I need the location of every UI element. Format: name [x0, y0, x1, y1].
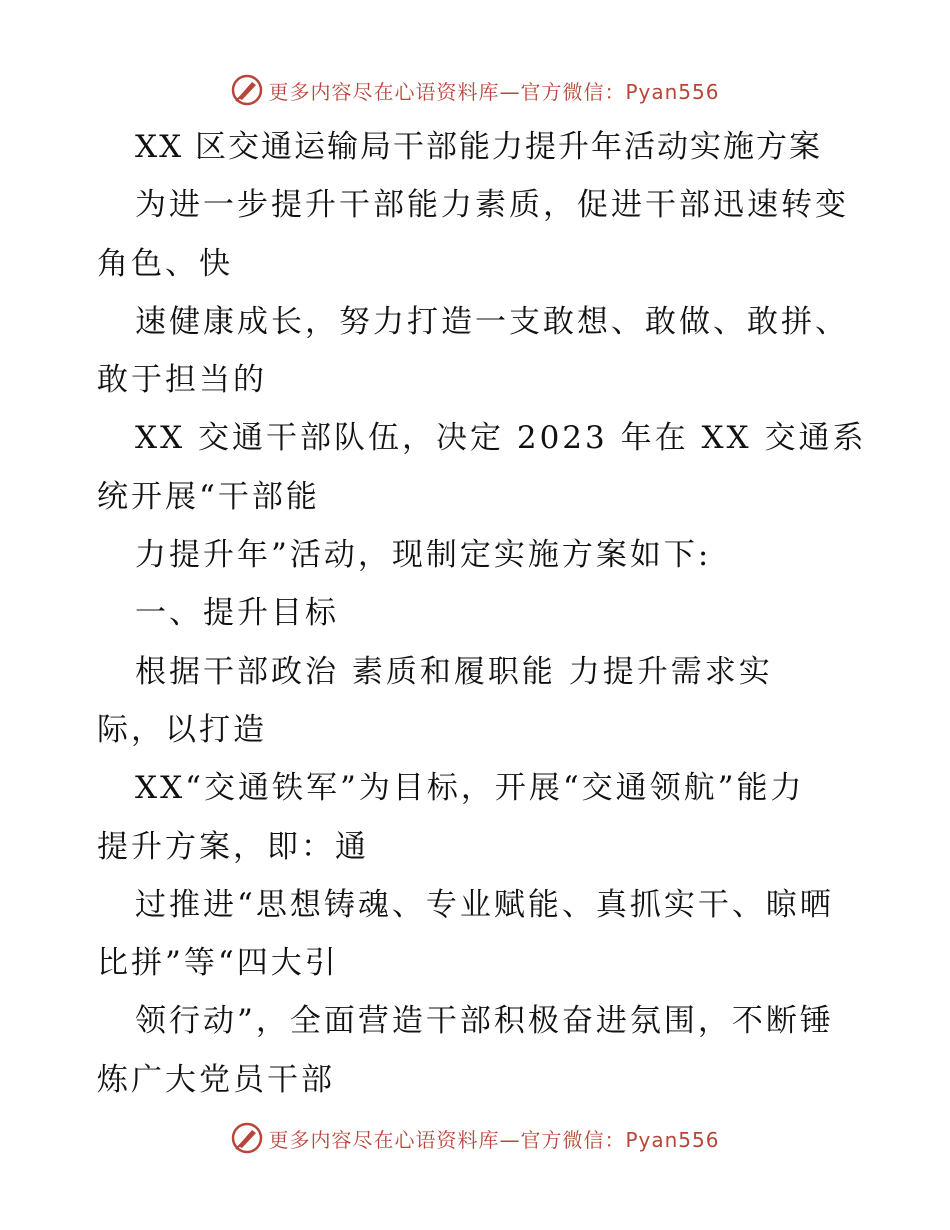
text-line: 敢于担当的 [97, 362, 267, 399]
text-line: 角色、快 [97, 245, 233, 282]
text-line: 比拼”等“四大引 [97, 945, 339, 982]
text-line: XX“交通铁军”为目标，开展“交通领航”能力 [135, 770, 805, 807]
watermark-banner-bottom [0, 1118, 950, 1158]
text-line: XX 交通干部队伍，决定 2023 年在 XX 交通系 [135, 420, 867, 457]
document-title: XX 区交通运输局干部能力提升年活动实施方案 [135, 129, 822, 165]
watermark-text: 更多内容尽在心语资料库—官方微信：Pyan556 [268, 79, 720, 104]
text-line: 炼广大党员干部 [97, 1061, 335, 1098]
quill-pen-circle-icon [230, 1121, 264, 1155]
watermark-banner-top [0, 70, 950, 110]
text-line: 过推进“思想铸魂、专业赋能、真抓实干、晾晒 [135, 886, 834, 923]
text-line: 统开展“干部能 [97, 478, 320, 515]
text-line: 速健康成长，努力打造一支敢想、敢做、敢拼、 [135, 303, 849, 340]
section-heading: 一、提升目标 [135, 595, 339, 632]
text-line: 际，以打造 [97, 711, 267, 748]
text-line: 为进一步提升干部能力素质，促进干部迅速转变 [135, 187, 849, 224]
watermark-text: 更多内容尽在心语资料库—官方微信：Pyan556 [268, 1127, 720, 1152]
quill-pen-circle-icon [230, 73, 264, 107]
text-line: 提升方案，即：通 [97, 828, 369, 865]
text-line: 力提升年”活动，现制定实施方案如下: [135, 537, 712, 574]
document-body [97, 118, 867, 1109]
text-line: 领行动”，全面营造干部积极奋进氛围，不断锤 [135, 1003, 834, 1040]
text-line: 根据干部政治 素质和履职能 力提升需求实 [135, 653, 773, 690]
